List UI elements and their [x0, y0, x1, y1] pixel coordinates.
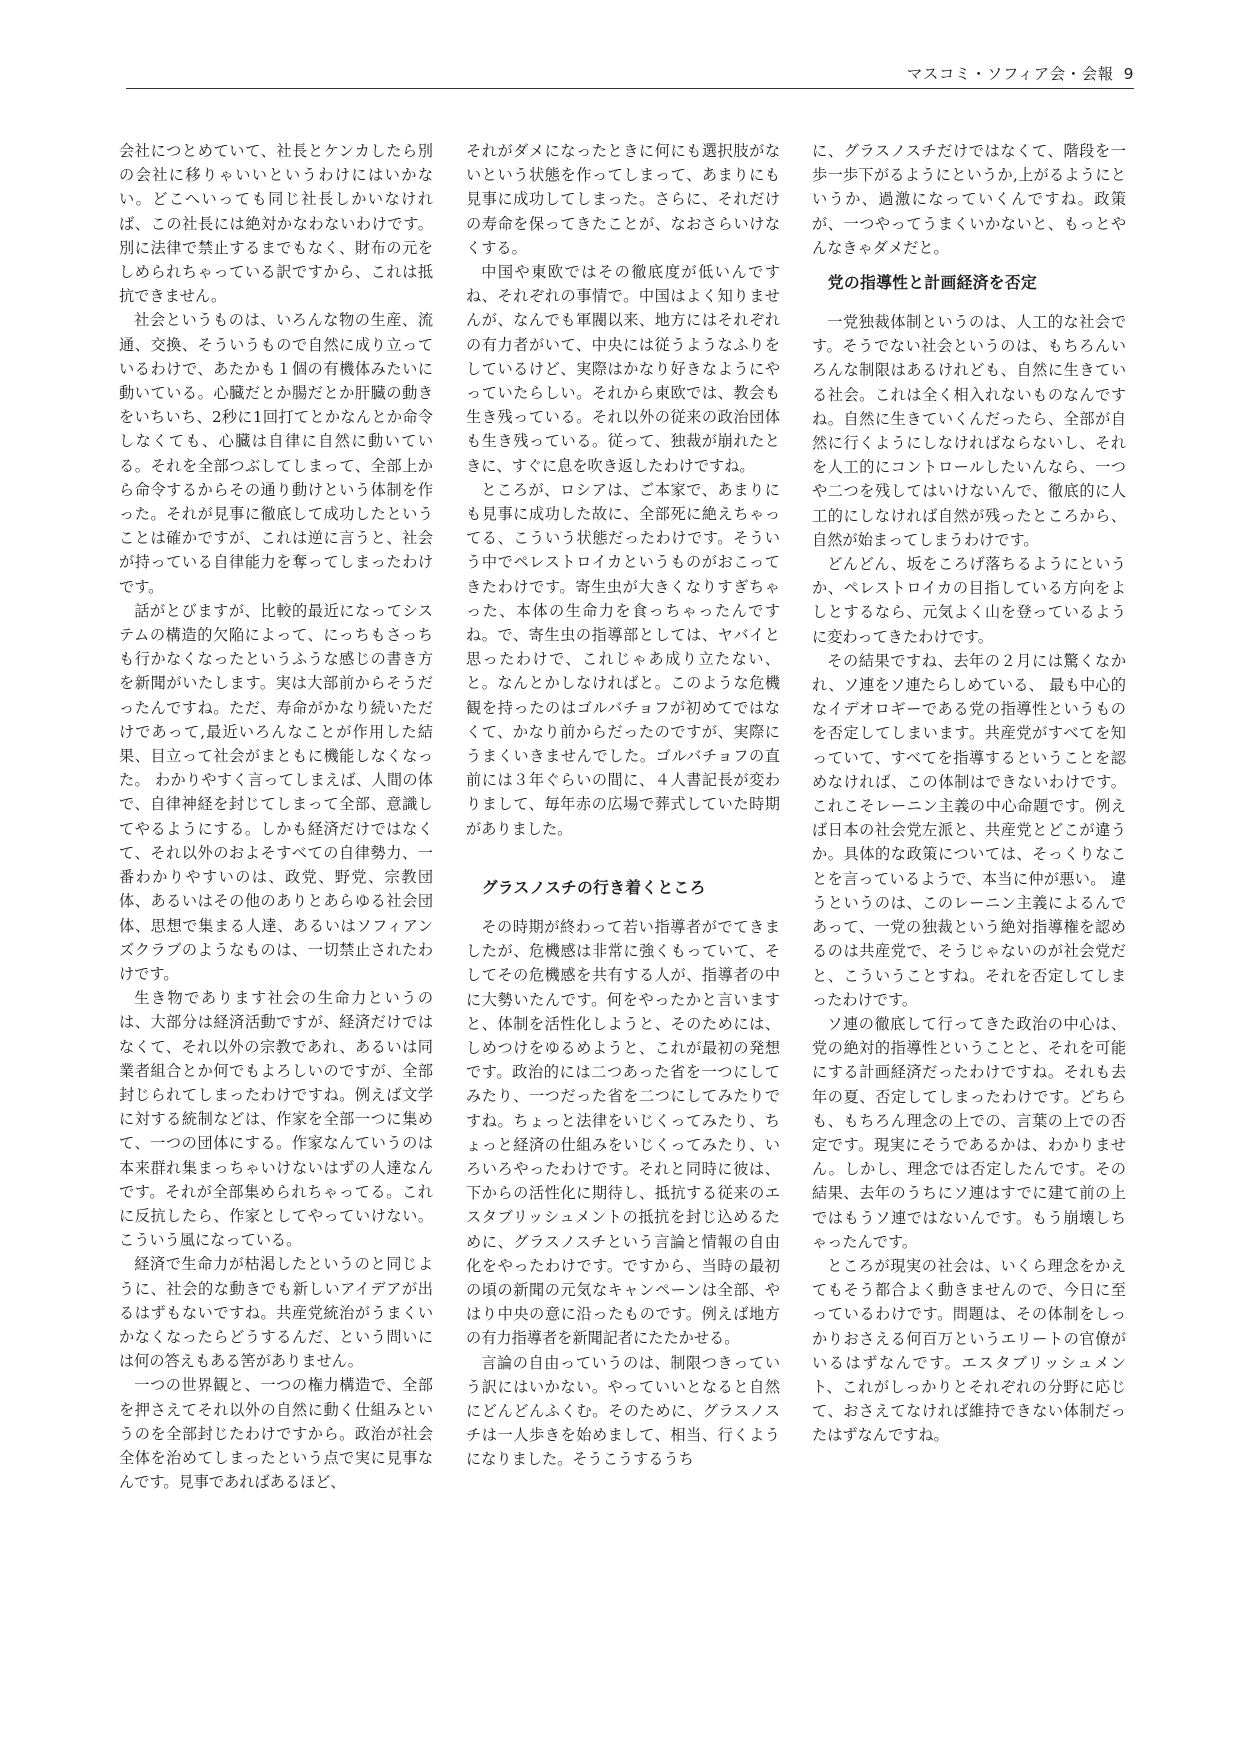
section-heading: グラスノスチの行き着くところ [481, 877, 706, 897]
paragraph: その時期が終わって若い指導者がでてきましたが、危機感は非常に強くもっていて、そしてその危機感を共有する人が、指導者の中に大勢いたんです。何をやったかと言いますと、体制を活性化しようと、そのためには、しめつけをゆるめようと、これが最初の発想です。政治的には二つあった省を一つにしてみたり、一つだった省を二つにしてみたりですね。ちょっと法律をいじくってみたり、ちょっと経済の仕組みをいじくってみたり、いろいろやったわけです。それと同時に彼は、下からの活性化に期待し、抵抗する従来のエスタブリッシュメントの抵抗を封じ込めるために、グラスノスチという言論と情報の自由化をやったわけです。ですから、当時の最初の頃の新聞の元気なキャンペーンは全部、やはり中央の意に沿ったものです。例えば地方の有力指導者を新聞記者にたたかせる。 [466, 917, 780, 1348]
paragraph: 一党独裁体制というのは、人工的な社会です。そうでない社会というのは、もちろんいろんな制限はあるけれども、自然に生きている社会。これは全く相入れないものなんですね。自然に生きていくんだったら、全部が自然に行くようにしなければならないし、それを人工的にコントロールしたいんなら、一つや二つを残してはいけないんで、徹底的に人工的にしなければ自然が残ったところから、自然が始まってしまうわけです。 [812, 313, 1126, 549]
paragraph: 会社につとめていて、社長とケンカしたら別の会社に移りゃいいというわけにはいかない。どこへいっても同じ社長しかいなければ、この社長には絶対かなわないわけです。別に法律で禁止するまでもなく、財布の元をしめられちゃっている訳ですから、これは抵抗できません。 [119, 142, 433, 306]
column-1 [119, 139, 433, 1494]
section-heading: 党の指導性と計画経済を否定 [827, 273, 1038, 293]
paragraph: 話がとびますが、比較的最近になってシステムの構造的欠陥によって、にっちもさっちも行かなくなったというふうな感じの書き方を新聞がいたします。実は大部前からそうだったんですね。ただ、寿命がかなり続いただけであって,最近いろんなことが作用した結果、目立って社会がまともに機能しなくなった。 わかりやすく言ってしまえば、人間の体で、自律神経を封じてしまって全部、意識してやるようにする。しかも経済だけではなくて、それ以外のおよそすべての自律勢力、一番わかりやすいのは、政党、野党、宗教団体、あるいはその他のありとあらゆる社会団体、思想で集まる人達、あるいはソフィアンズクラブのようなものは、一切禁止されたわけです。 [119, 601, 433, 983]
paragraph: 社会というものは、いろんな物の生産、流通、交換、そういうもので自然に成り立っているわけで、あたかも１個の有機体みたいに動いている。心臓だとか腸だとか肝臓の動きをいちいち、2秒に1回打てとかなんとか命令しなくても、心臓は自律に自然に動いている。それを全部つぶしてしまって、全部上から命令するからその通り動けという体制を作った。それが見事に徹底して成功したということは確かですが、これは逆に言うと、社会が持っている自律能力を奪ってしまったわけです。 [119, 311, 433, 596]
paragraph: ソ連の徹底して行ってきた政治の中心は、党の絶対的指導性ということと、それを可能にする計画経済だったわけですね。それも去年の夏、否定してしまったわけです。どちらも、もちろん理念の上での、言葉の上での否定です。現実にそうであるかは、わかりません。しかし、理念では否定したんです。その結果、去年のうちにソ連はすでに建て前の上ではもうソ連ではないんです。もう崩壊しちゃったんです。 [812, 1014, 1126, 1251]
paragraph: ところが、ロシアは、ご本家で、あまりにも見事に成功した故に、全部死に絶えちゃってる、こういう状態だったわけです。そういう中でペレストロイカというものがおこってきたわけです。寄生虫が大きくなりすぎちゃった、本体の生命力を食っちゃったんですね。で、寄生虫の指導部としては、ヤバイと思ったわけで、これじゃあ成り立たない、と。なんとかしなければと。このような危機観を持ったのはゴルバチョフが初めてではなくて、かなり前からだったのですが、実際にうまくいきませんでした。ゴルバチョフの直前には３年ぐらいの間に、４人書記長が変わりまして、毎年赤の広場で葬式していた時期がありました。 [466, 480, 780, 838]
page-header [126, 62, 1134, 84]
paragraph: それがダメになったときに何にも選択肢がないという状態を作ってしまって、あまりにも見事に成功してしまった。さらに、それだけの寿命を保ってきたことが、なおさらいけなくする。 [466, 142, 780, 257]
paragraph: どんどん、坂をころげ落ちるようにというか、ペレストロイカの目指している方向をよしとするなら、元気よく山を登っているように変わってきたわけです。 [812, 555, 1126, 646]
paragraph: ところが現実の社会は、いくら理念をかえてもそう都合よく動きませんので、今日に至っているわけです。問題は、その体制をしっかりおさえる何百万というエリートの官僚がいるはずなんです。エスタブリッシュメント、これがしっかりとそれぞれの分野に応じて、おさえてなければ維持できない体制だったはずなんですね。 [812, 1256, 1126, 1445]
column-3 [812, 139, 1126, 1448]
header-rule [126, 88, 1134, 89]
paragraph: 言論の自由っていうのは、制限つきっていう訳にはいかない。やっていいとなると自然にどんどんふくむ。そのために、グラスノスチは一人歩きを始めまして、相当、行くようになりました。そうこうするうち [466, 1353, 780, 1469]
paragraph: 一つの世界観と、一つの権力構造で、全部を押さえてそれ以外の自然に動く仕組みというのを全部封じたわけですから。政治が社会全体を治めてしまったという点で実に見事なんです。見事であればあるほど、 [119, 1376, 433, 1492]
newsletter-title: マスコミ・ソフィア会・会報 [906, 65, 1114, 83]
paragraph: 経済で生命力が枯渇したというのと同じように、社会的な動きでも新しいアイデアが出るはずもないですね。共産党統治がうまくいかなくなったらどうするんだ、という問いには何の答えもある筈がありません。 [119, 1255, 433, 1371]
paragraph: 中国や東欧ではその徹底度が低いんですね、それぞれの事情で。中国はよく知りませんが、なんでも軍閥以来、地方にはそれぞれの有力者がいて、中央には従うようなふりをしているけど、実際はかなり好きなようにやっていたらしい。それから東欧では、教会も生き残っている。それ以外の従来の政治団体も生き残っている。従って、独裁が崩れたときに、すぐに息を吹き返したわけですね。 [466, 263, 780, 475]
page-number: 9 [1123, 65, 1134, 83]
paragraph: その結果ですね、去年の２月には驚くなかれ、ソ連をソ連たらしめている、 最も中心的なイデオロギーである党の指導性というものを否定してしまいます。共産党がすべてを知っていて、すべてを指導するということを認めなければ、この体制はできないわけです。これこそレーニン主義の中心命題です。例えば日本の社会党左派と、共産党とどこが違うか。具体的な政策については、そっくりなことを言っているようで、本当に仲が悪い。 違うというのは、このレーニン主義によるんであって、一党の独裁という絶対指導権を認めるのは共産党で、そうじゃないのが社会党だと、こういうことすね。それを否定してしまったわけです。 [812, 651, 1126, 1009]
paragraph: に、グラスノスチだけではなくて、階段を一歩一歩下がるようにというか,上がるようにというか、過激になっていくんですね。政策が、一つやってうまくいかないと、もっとやんなきゃダメだと。 [812, 142, 1126, 257]
paragraph: 生き物であります社会の生命力というのは、大部分は経済活動ですが、経済だけではなくて、それ以外の宗教であれ、あるいは同業者組合とか何でもよろしいのですが、全部封じられてしまったわけですね。例えば文学に対する統制などは、作家を全部一つに集めて、一つの団体にする。作家なんていうのは本来群れ集まっちゃいけないはずの人達なんです。それが全部集められちゃってる。これに反抗したら、作家としてやっていけない。こういう風になっている。 [119, 989, 433, 1250]
column-2 [466, 139, 780, 1472]
